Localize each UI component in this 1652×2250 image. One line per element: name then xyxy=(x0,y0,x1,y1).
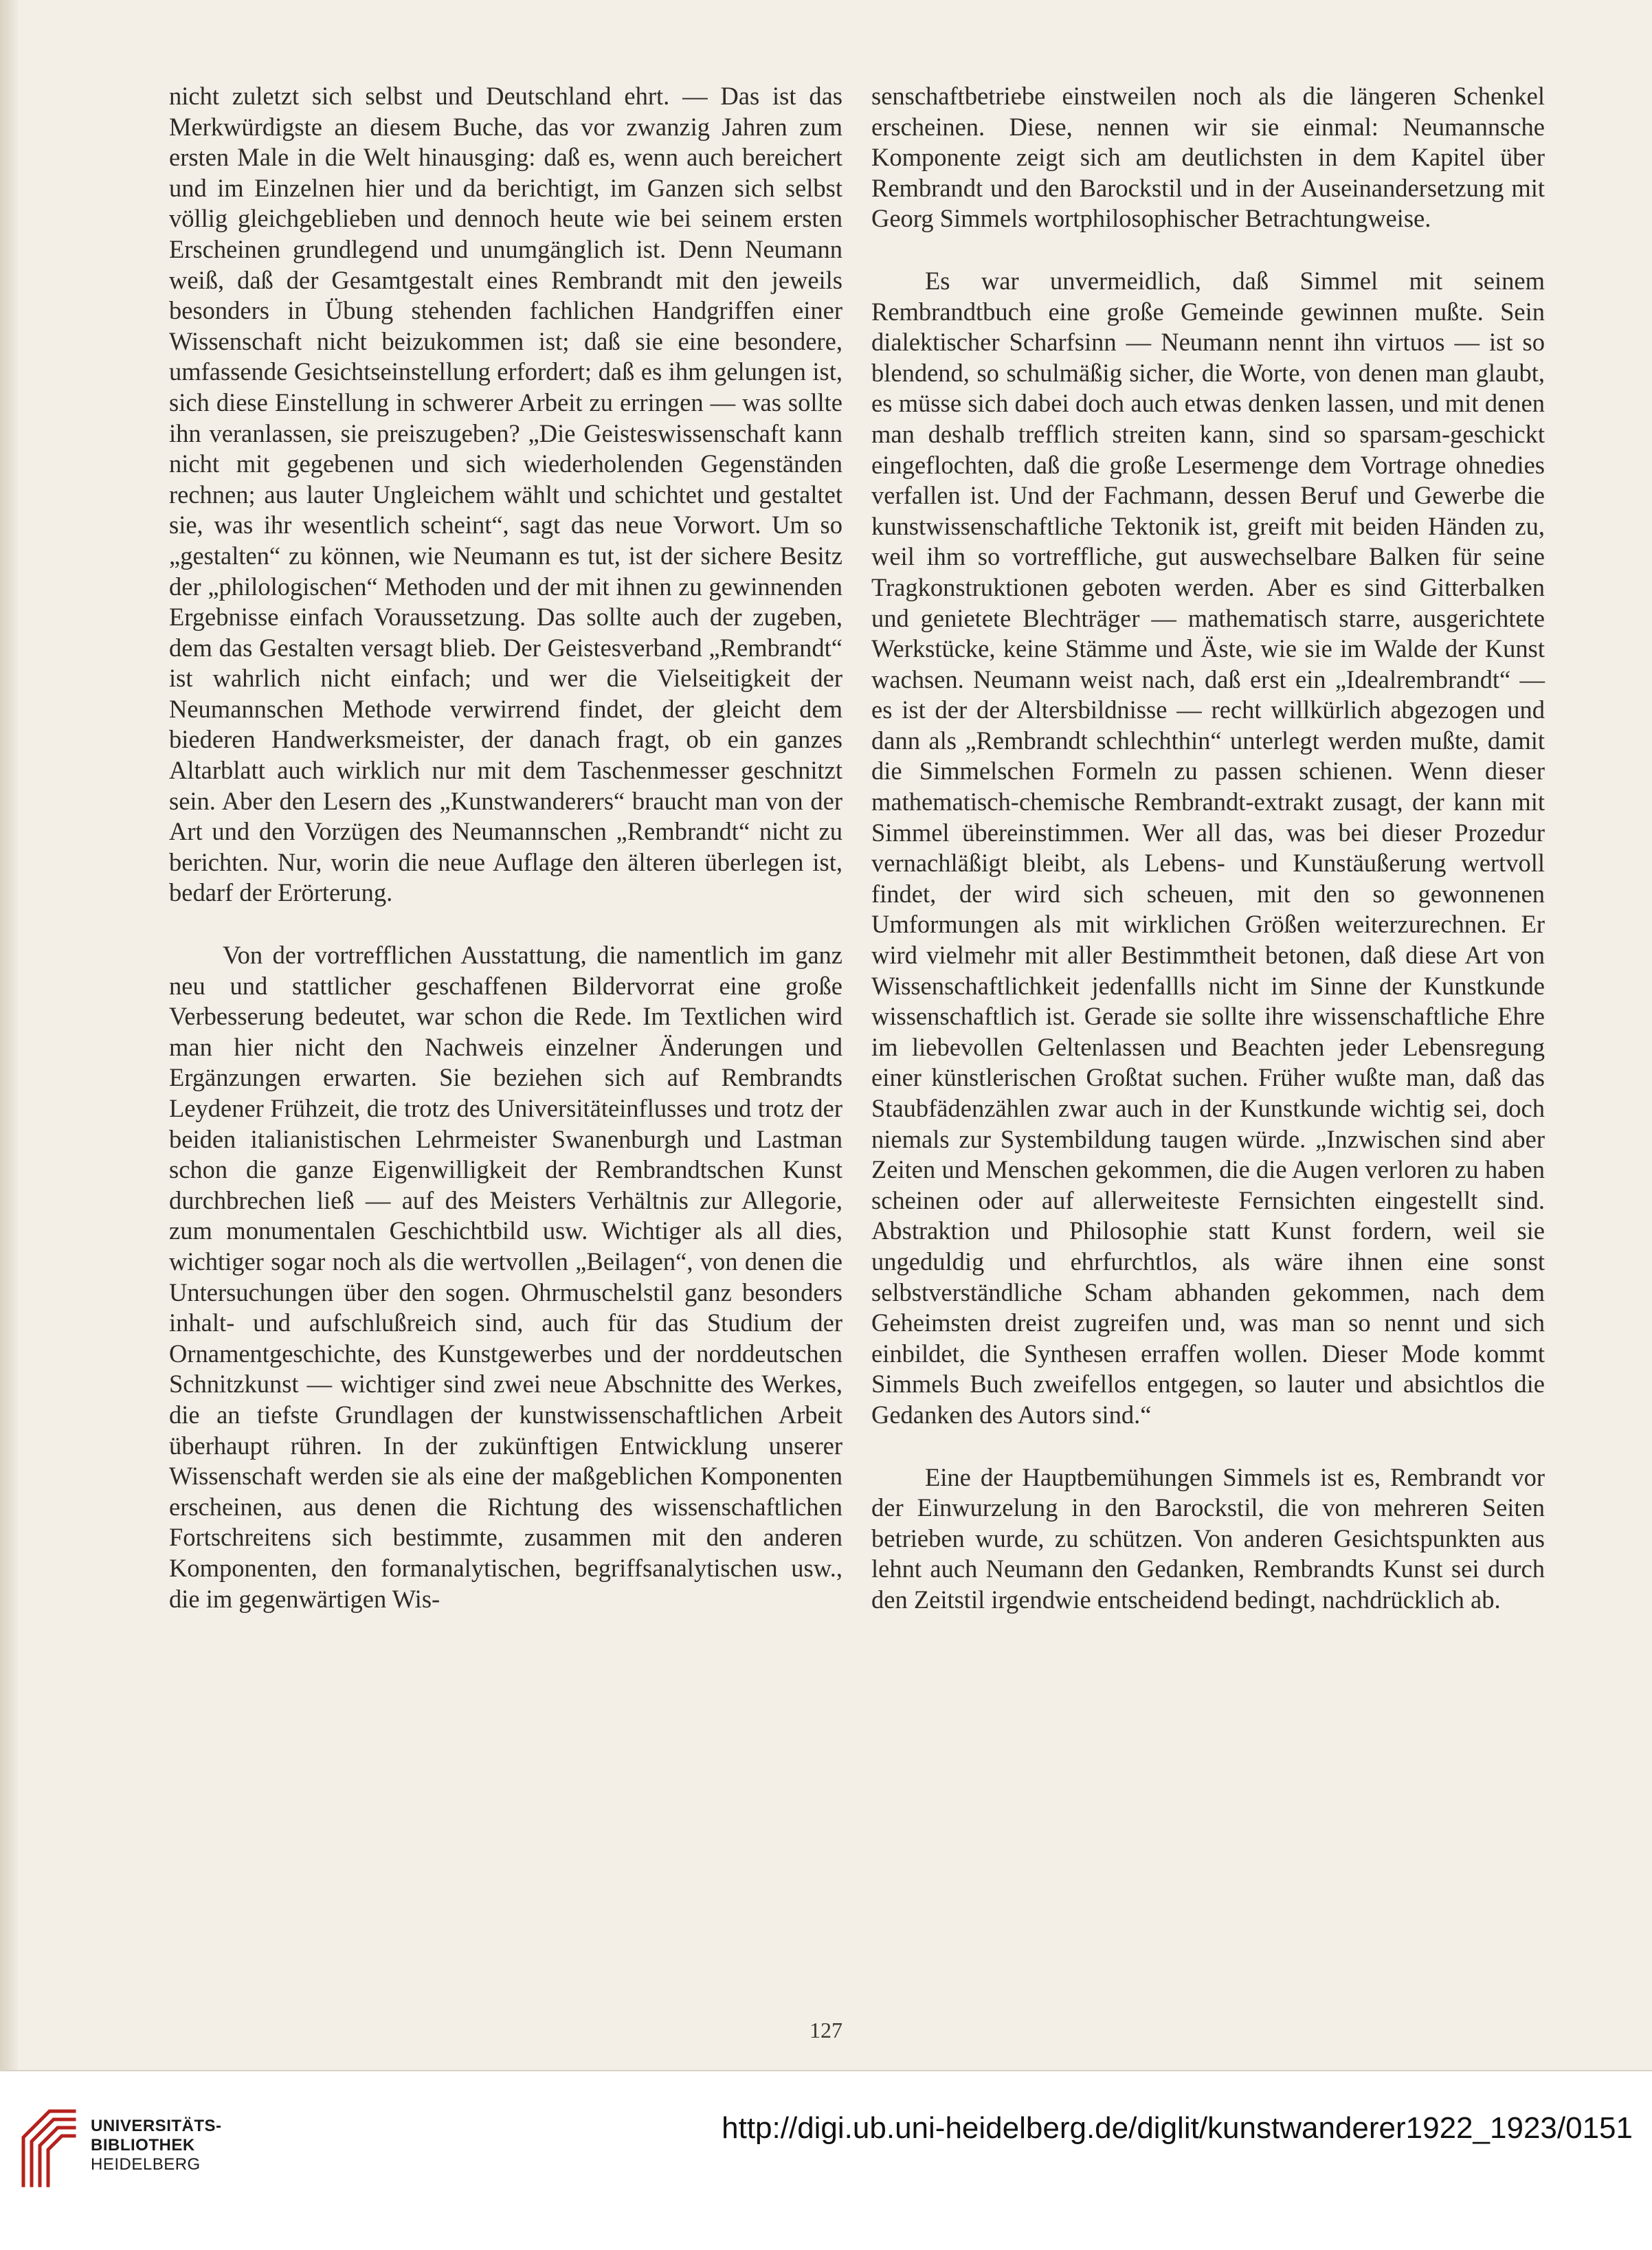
library-name-line3: HEIDELBERG xyxy=(91,2155,201,2174)
paragraph-5: Eine der Hauptbemühungen Simmels ist es, Rembrandt vor der Einwurzelung in den Barockstil, die von mehreren Seiten betrieben wurde, zu schützen. Von anderen Gesichtspunkten aus lehnt auch Neumann den Gedanken, Rembrandts Kunst sei durch den Zeitstil irgendwie entscheidend bedingt, nachdrücklich ab. xyxy=(871,1462,1545,1614)
page-number: 127 xyxy=(810,2018,842,2042)
paragraph-1: nicht zuletzt sich selbst und Deutschland ehrt. — Das ist das Merkwürdigste an diesem Buche, das vor zwanzig Jahren zum ersten Male in die Welt hinausging: daß es, wenn auch bereichert und im Einzelnen hier und da berichtigt, im Ganzen sich selbst völlig gleichgeblieben und dennoch heute wie bei seinem ersten Erscheinen grundlegend und unumgänglich ist. Denn Neumann weiß, daß der Gesamtgestalt eines Rembrandt mit den jeweils besonders in Übung stehenden fachlichen Handgriffen einer Wissenschaft nicht beizukommen ist; daß sie eine besondere, umfassende Gesichtseinstellung erfordert; daß es ihm gelungen ist, sich diese Einstellung in schwerer Arbeit zu erringen — was sollte ihn veranlassen, sie preiszugeben? „Die Geisteswissenschaft kann nicht mit gegebenen und sich wiederholenden Gegenständen rechnen; aus lauter Ungleichem wählt und schichtet und gestaltet sie, was ihr wesentlich scheint“, sagt das neue Vorwort. Um so „gestalten“ zu können, wie Neumann es tut, ist der sichere Besitz der „philologischen“ Methoden und der mit ihnen zu gewinnenden Ergebnisse einfach Voraussetzung. Das sollte auch der zugeben, dem das Gestalten versagt blieb. Der Geistesverband „Rembrandt“ ist wahrlich nicht einfach; und wer die Vielseitigkeit der Neumannschen Methode verwirrend findet, der gleicht dem biederen Handwerksmeister, der danach fragt, ob ein ganzes Altarblatt auch wirklich nur mit dem Taschenmesser geschnitzt sein. Aber den Lesern des „Kunstwanderers“ braucht man von der Art und den Vorzügen des Neumannschen „Rembrandt“ nicht zu berichten. Nur, worin die neue Auflage den älteren überlegen ist, bedarf der Erörterung. xyxy=(169,82,842,907)
digitization-footer xyxy=(0,2070,1652,2250)
paragraph-3: senschaftbetriebe einstweilen noch als die längeren Schenkel erscheinen. Diese, nennen wir sie einmal: Neumannsche Komponente zeigt sich am deutlichsten in dem Kapitel über Rembrandt und den Barockstil und in der Auseinandersetzung mit Georg Simmels wortphilosophischer Betrachtungweise. xyxy=(871,82,1545,233)
library-logo-icon xyxy=(19,2107,78,2190)
paragraph-2: Von der vortrefflichen Ausstattung, die namentlich im ganz neu und stattlicher geschaffenen Bildervorrat eine große Verbesserung bedeutet, war schon die Rede. Im Textlichen wird man hier nicht den Nachweis einzelner Änderungen und Ergänzungen erwarten. Sie beziehen sich auf Rembrandts Leydener Frühzeit, die trotz des Universitäteinflusses und trotz der beiden italianistischen Lehrmeister Swanenburgh und Lastman schon die ganze Eigenwilligkeit der Rembrandtschen Kunst durchbrechen ließ — auf des Meisters Verhältnis zur Allegorie, zum monumentalen Geschichtbild usw. Wichtiger als all dies, wichtiger sogar noch als die wertvollen „Beilagen“, von denen die Untersuchungen über den sogen. Ohrmuschelstil ganz besonders inhalt- und aufschlußreich sind, auch für das Studium der Ornamentgeschichte, des Kunstgewerbes und der norddeutschen Schnitzkunst — wichtiger sind zwei neue Abschnitte des Werkes, die an tiefste Grundlagen der kunstwissenschaftlichen Arbeit überhaupt rühren. In der zukünftigen Entwicklung unserer Wissenschaft werden sie als eine der maßgeblichen Komponenten erscheinen, aus denen die Richtung des wissenschaftlichen Fortschreitens sich bestimmte, zusammen mit den anderen Komponenten, den formanalytischen, begriffsanalytischen usw., die im gegenwärtigen Wis- xyxy=(169,941,842,1613)
library-name xyxy=(91,2117,222,2174)
library-name-line2: BIBLIOTHEK xyxy=(91,2136,195,2154)
paragraph-4: Es war unvermeidlich, daß Simmel mit seinem Rembrandtbuch eine große Gemeinde gewinnen mußte. Sein dialektischer Scharfsinn — Neumann nennt ihn virtuos — ist so blendend, so schulmäßig sicher, die Worte, von denen man glaubt, es müsse sich dabei doch auch etwas denken lassen, und mit denen man deshalb trefflich streiten kann, sind so sparsam-geschickt eingeflochten, daß die große Lesermenge dem Vortrage ohnedies verfallen ist. Und der Fachmann, dessen Beruf und Gewerbe die kunstwissenschaftliche Tektonik ist, greift mit beiden Händen zu, weil ihm so vortreffliche, gut auswechselbare Balken für seine Tragkonstruktionen geboten werden. Aber es sind Gitterbalken und genietete Blechträger — mathematisch starre, ausgerichtete Werkstücke, keine Stämme und Äste, wie sie im Walde der Kunst wachsen. Neumann weist nach, daß erst ein „Idealrembrandt“ — es ist der der Altersbildnisse — recht willkürlich abgezogen und dann als „Rembrandt schlechthin“ unterlegt werden mußte, damit die Simmelschen Formeln zu passen schienen. Wenn dieser mathematisch-chemische Rembrandt-extrakt zusagt, der kann mit Simmel übereinstimmen. Wer all das, was bei dieser Prozedur vernachläßigt bleibt, als Lebens- und Kunstäußerung wertvoll findet, der wird sich scheuen, mit den so gewonnenen Umformungen als mit wirklichen Größen weiterzurechnen. Er wird vielmehr mit aller Bestimmtheit betonen, daß diese Art von Wissenschaftlichkeit jedenfallls nicht im Sinne der Kunstkunde wissenschaftlich ist. Gerade sie sollte ihre wissenschaftliche Ehre im liebevollen Geltenlassen und Beachten jeder Lebensregung einer künstlerischen Großtat suchen. Früher wußte man, daß das Staubfädenzählen zwar auch in der Kunstkunde wichtig sei, doch niemals zur Systembildung taugen würde. „Inzwischen sind aber Zeiten und Menschen gekommen, die die Augen verloren zu haben scheinen oder auf allerweiteste Fernsichten eingestellt sind. Abstraktion und Philosophie statt Kunst fordern, weil sie ungeduldig und ehrfurchtlos, als wäre ihnen eine sonst selbstverständliche Scham abhanden gekommen, nach dem Geheimsten dreist zugreifen und, was man so nennt und sich einbildet, die Synthesen erraffen wollen. Dieser Mode kommt Simmels Buch zweifellos entgegen, so lauter und absichtlos die Gedanken des Autors sind.“ xyxy=(871,266,1545,1429)
permalink-url[interactable]: http://digi.ub.uni-heidelberg.de/diglit/kunstwanderer1922_1923/0151 xyxy=(722,2111,1633,2145)
page-edge-shadow xyxy=(0,0,18,2070)
left-text-column xyxy=(169,81,842,1614)
library-name-line1: UNIVERSITÄTS- xyxy=(91,2117,222,2135)
right-text-column xyxy=(871,81,1545,1616)
